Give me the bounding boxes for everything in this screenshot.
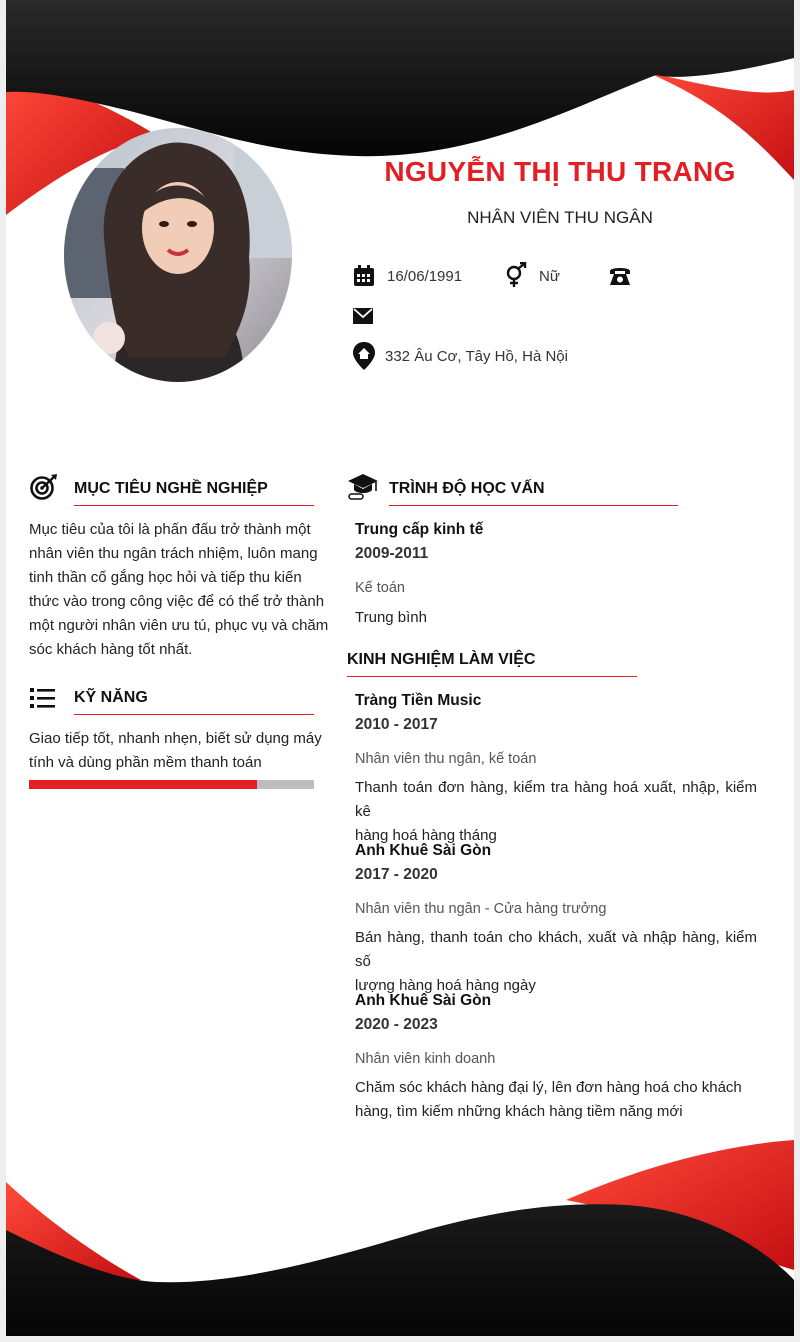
job-description: Bán hàng, thanh toán cho khách, xuất và nhập hàng, kiểm số lượng hàng hoá hàng ngày <box>355 929 757 994</box>
skills-heading: KỸ NĂNG <box>74 689 148 706</box>
education-school: Trung cấp kinh tế <box>355 521 484 538</box>
graduation-cap-icon <box>347 472 379 500</box>
job-title: NHÂN VIÊN THU NGÂN <box>467 208 653 227</box>
objective-text: Mục tiêu của tôi là phấn đấu trở thành một nhân viên thu ngân trách nhiệm, luôn mang tinh thần cố gắng học hỏi và tiếp thu kiến thức vào trong công việc để có thể trở thành một người nhân viên ưu tú, phục vụ và chăm sóc khách hàng tốt nhất. <box>29 521 329 658</box>
education-underline <box>389 505 678 506</box>
email-icon <box>353 307 373 325</box>
job-description: Chăm sóc khách hàng đại lý, lên đơn hàng hoá cho khách hàng, tìm kiếm những khách hàng tiềm năng mới <box>355 1079 742 1120</box>
education-grade: Trung bình <box>355 609 427 626</box>
gender-icon <box>504 262 528 288</box>
education-major: Kế toán <box>355 580 405 596</box>
cv-page <box>6 0 794 1336</box>
skills-text: Giao tiếp tốt, nhanh nhẹn, biết sử dụng máy tính và dùng phần mềm thanh toán <box>29 730 322 771</box>
job-company: Anh Khuê Sài Gòn <box>355 842 492 859</box>
job-company: Tràng Tiền Music <box>355 692 482 709</box>
gender-text: Nữ <box>539 268 560 285</box>
address-text: 332 Âu Cơ, Tây Hồ, Hà Nội <box>385 348 568 365</box>
objective-underline <box>74 505 314 506</box>
skill-level-fill <box>29 780 257 789</box>
education-years: 2009-2011 <box>355 545 429 562</box>
job-role: Nhân viên thu ngân - Cửa hàng trưởng <box>355 901 607 917</box>
target-icon <box>30 474 58 500</box>
job-description: Thanh toán đơn hàng, kiểm tra hàng hoá xuất, nhập, kiểm kê hàng hoá hàng tháng <box>355 779 757 844</box>
birthday-text: 16/06/1991 <box>387 268 463 285</box>
list-icon <box>30 687 56 709</box>
job-role: Nhân viên thu ngân, kế toán <box>355 751 537 767</box>
job-years: 2010 - 2017 <box>355 716 438 733</box>
experience-heading: KINH NGHIỆM LÀM VIỆC <box>347 651 536 668</box>
phone-icon <box>608 265 632 287</box>
job-years: 2020 - 2023 <box>355 1016 438 1033</box>
experience-underline <box>347 676 637 677</box>
skills-underline <box>74 714 314 715</box>
calendar-icon <box>353 265 375 287</box>
objective-heading: MỤC TIÊU NGHỀ NGHIỆP <box>74 480 268 497</box>
job-company: Anh Khuê Sài Gòn <box>355 992 492 1009</box>
skill-level-bar <box>29 780 314 789</box>
footer-wave-decoration <box>6 1130 794 1336</box>
candidate-name: NGUYỄN THỊ THU TRANG <box>384 156 736 187</box>
location-icon <box>353 342 375 370</box>
profile-photo <box>64 128 292 382</box>
black-wave-bottom <box>6 1204 794 1336</box>
job-years: 2017 - 2020 <box>355 866 438 883</box>
job-role: Nhân viên kinh doanh <box>355 1051 496 1067</box>
education-heading: TRÌNH ĐỘ HỌC VẤN <box>389 480 545 497</box>
